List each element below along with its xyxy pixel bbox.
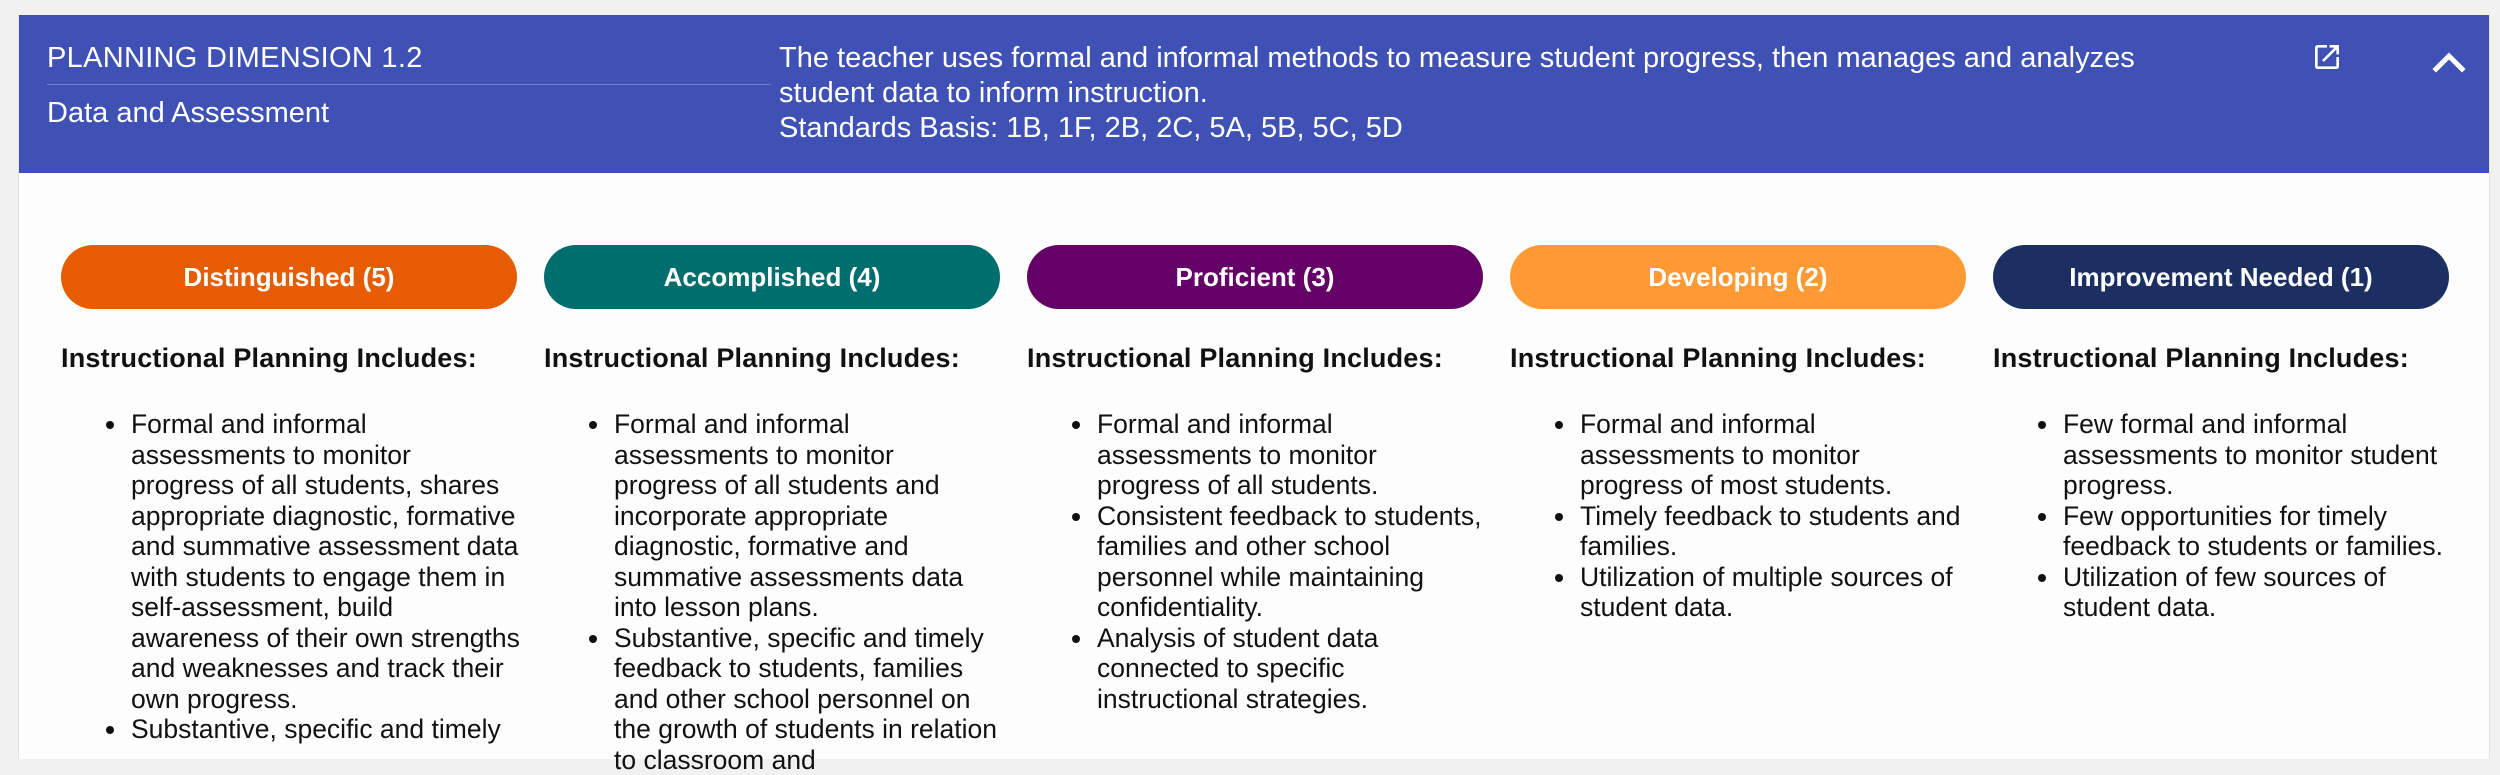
level-criteria-list	[1027, 409, 1487, 714]
level-column-accomplished	[544, 245, 1004, 775]
list-item: • Formal and informal assessments to monitor progress of all students.	[1095, 409, 1487, 501]
external-link-button[interactable]	[2307, 37, 2347, 77]
level-criteria-list	[61, 409, 521, 745]
chevron-up-icon	[2432, 49, 2466, 73]
list-item: • Utilization of few sources of student data.	[2061, 562, 2453, 623]
list-item: • Formal and informal assessments to monitor progress of all students, shares appropriate diagnostic, formative and summative assessment data with students to engage them in self-assessment, build awareness of their own strengths and weaknesses and track their own progress.	[129, 409, 521, 714]
level-column-proficient	[1027, 245, 1487, 714]
level-heading: Instructional Planning Includes:	[1027, 343, 1487, 374]
planning-dimension-card	[18, 15, 2490, 759]
level-badge-developing: Developing (2)	[1510, 245, 1966, 309]
list-item: • Few formal and informal assessments to monitor student progress.	[2061, 409, 2453, 501]
level-badge-distinguished: Distinguished (5)	[61, 245, 517, 309]
level-heading: Instructional Planning Includes:	[1993, 343, 2453, 374]
performance-levels	[19, 245, 2489, 765]
level-heading: Instructional Planning Includes:	[544, 343, 1004, 374]
level-criteria-list	[544, 409, 1004, 775]
dimension-header	[19, 15, 2489, 173]
dimension-name: Data and Assessment	[47, 97, 329, 130]
standards-basis: Standards Basis: 1B, 1F, 2B, 2C, 5A, 5B, 5C, 5D	[779, 111, 2279, 146]
dimension-label: PLANNING DIMENSION 1.2	[47, 42, 423, 75]
level-column-improvement-needed	[1993, 245, 2453, 623]
level-criteria-list	[1510, 409, 1970, 623]
collapse-button[interactable]	[2427, 39, 2471, 83]
level-criteria-list	[1993, 409, 2453, 623]
list-item: • Substantive, specific and timely	[129, 714, 521, 745]
description-line: The teacher uses formal and informal methods to measure student progress, then manages and analyzes	[779, 41, 2279, 76]
description-line: student data to inform instruction.	[779, 76, 2279, 111]
list-item: • Formal and informal assessments to monitor progress of all students and incorporate appropriate diagnostic, formative and summative assessments data into lesson plans.	[612, 409, 1004, 623]
level-heading: Instructional Planning Includes:	[1510, 343, 1970, 374]
level-badge-accomplished: Accomplished (4)	[544, 245, 1000, 309]
list-item: • Substantive, specific and timely feedback to students, families and other school personnel on the growth of students in relation to classroom and	[612, 623, 1004, 775]
list-item: • Formal and informal assessments to monitor progress of most students.	[1578, 409, 1970, 501]
list-item: • Timely feedback to students and families.	[1578, 501, 1970, 562]
dimension-description	[779, 41, 2279, 146]
header-divider	[47, 84, 771, 85]
level-column-distinguished	[61, 245, 521, 745]
level-badge-improvement-needed: Improvement Needed (1)	[1993, 245, 2449, 309]
list-item: • Analysis of student data connected to specific instructional strategies.	[1095, 623, 1487, 715]
list-item: • Utilization of multiple sources of student data.	[1578, 562, 1970, 623]
list-item: • Consistent feedback to students, families and other school personnel while maintaining confidentiality.	[1095, 501, 1487, 623]
level-column-developing	[1510, 245, 1970, 623]
external-link-icon	[2311, 41, 2343, 73]
level-heading: Instructional Planning Includes:	[61, 343, 521, 374]
level-badge-proficient: Proficient (3)	[1027, 245, 1483, 309]
list-item: • Few opportunities for timely feedback to students or families.	[2061, 501, 2453, 562]
